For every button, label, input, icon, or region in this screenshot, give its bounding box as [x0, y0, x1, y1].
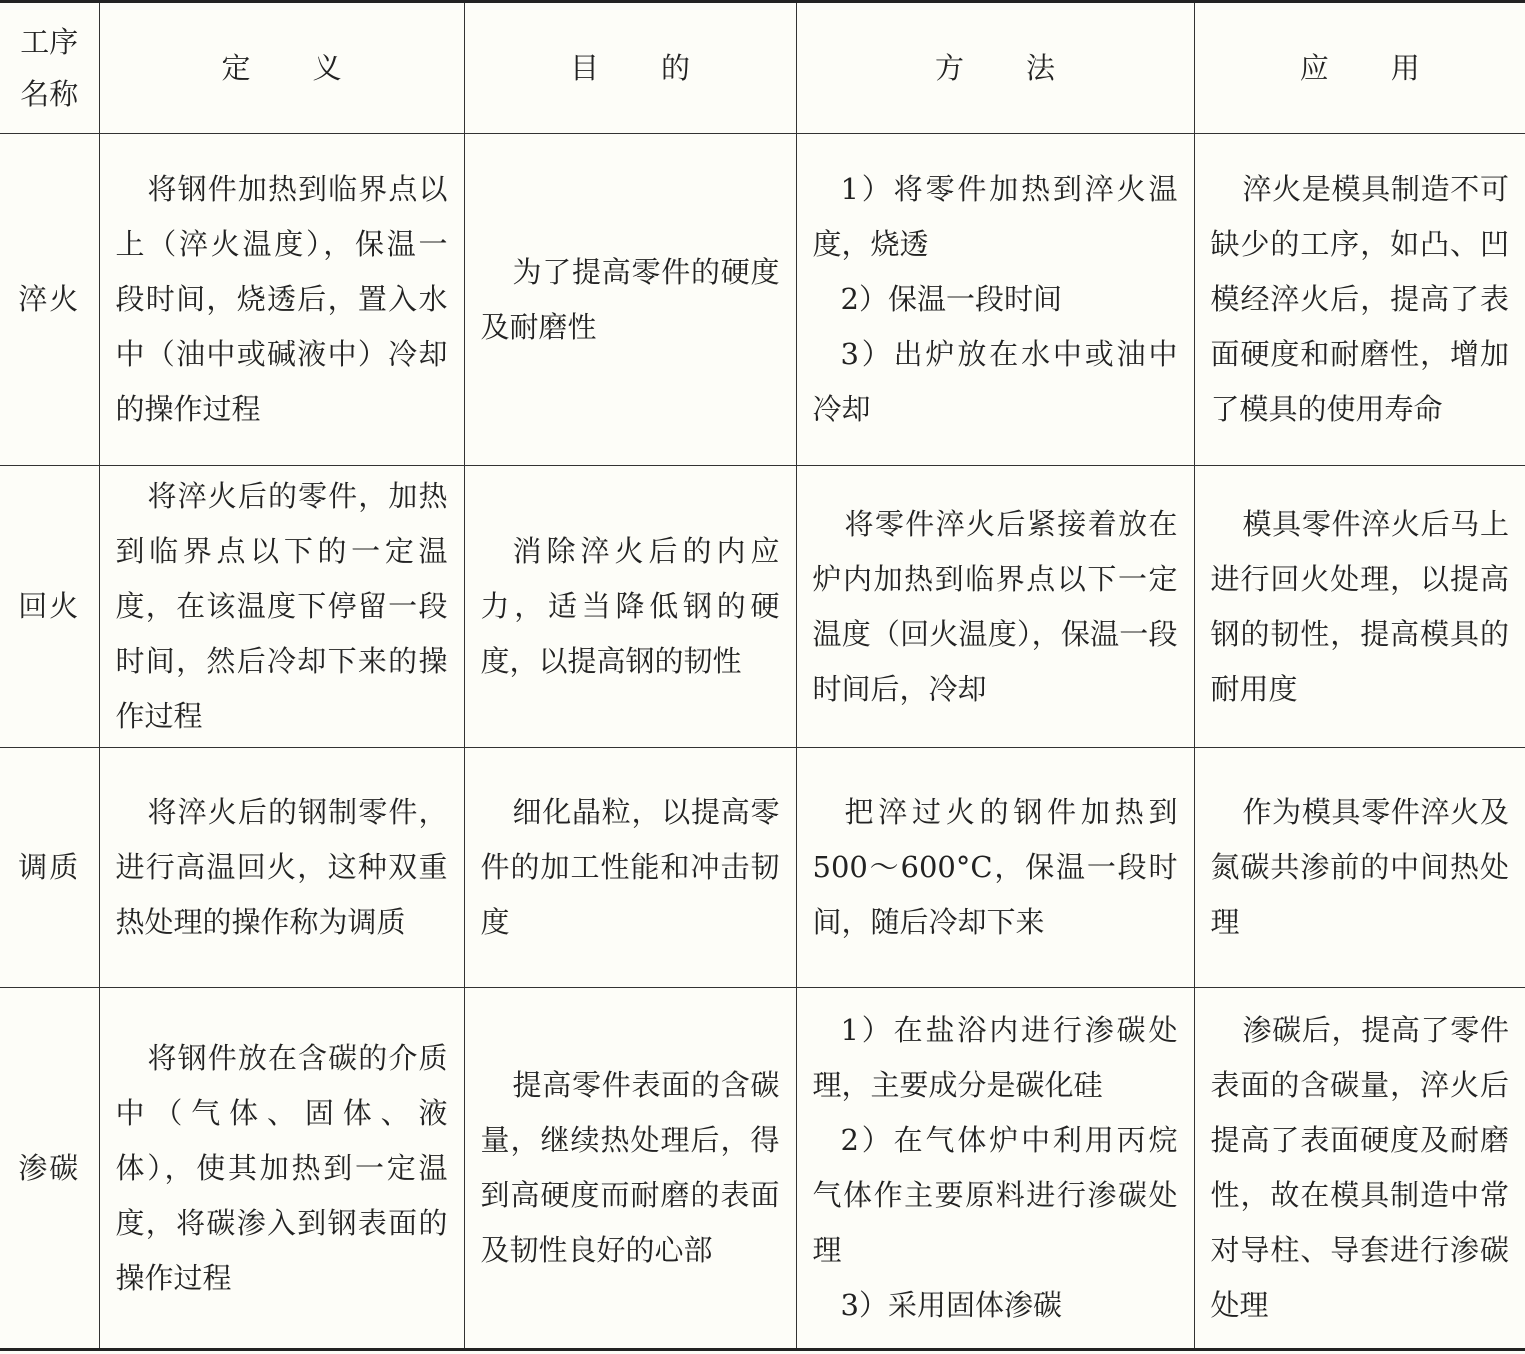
method-step: 3）采用固体渗碳 — [840, 1288, 1062, 1322]
definition-cell: 将钢件放在含碳的介质中（气体、固体、液体），使其加热到一定温度，将碳渗入到钢表面的操作过程 — [99, 988, 464, 1350]
purpose-cell: 消除淬火后的内应力，适当降低钢的硬度，以提高钢的韧性 — [464, 466, 796, 748]
method-step: 1）在盐浴内进行渗碳处理，主要成分是碳化硅 — [812, 1013, 1178, 1102]
table-row — [0, 988, 1525, 1350]
method-cell: 将零件淬火后紧接着放在炉内加热到临界点以下一定温度（回火温度），保温一段时间后，冷却 — [796, 466, 1194, 748]
method-step: 3）出炉放在水中或油中冷却 — [812, 337, 1178, 426]
purpose-cell: 提高零件表面的含碳量，继续热处理后，得到高硬度而耐磨的表面及韧性良好的心部 — [464, 988, 796, 1350]
application-cell: 模具零件淬火后马上进行回火处理，以提高钢的韧性，提高模具的耐用度 — [1194, 466, 1525, 748]
header-definition: 定义 — [99, 2, 464, 134]
process-name: 回火 — [0, 466, 99, 748]
header-row — [0, 2, 1525, 134]
process-name: 渗碳 — [0, 988, 99, 1350]
application-cell: 作为模具零件淬火及氮碳共渗前的中间热处理 — [1194, 748, 1525, 988]
purpose-cell: 细化晶粒，以提高零件的加工性能和冲击韧度 — [464, 748, 796, 988]
definition-cell: 将淬火后的零件，加热到临界点以下的一定温度，在该温度下停留一段时间，然后冷却下来的操作过程 — [99, 466, 464, 748]
header-name-line2: 名称 — [20, 77, 79, 111]
method-cell: 把淬过火的钢件加热到500～600°C，保温一段时间，随后冷却下来 — [796, 748, 1194, 988]
method-step: 1）将零件加热到淬火温度，烧透 — [812, 172, 1178, 261]
application-cell: 淬火是模具制造不可缺少的工序，如凸、凹模经淬火后，提高了表面硬度和耐磨性，增加了模具的使用寿命 — [1194, 134, 1525, 466]
header-application: 应用 — [1194, 2, 1525, 134]
method-cell — [796, 134, 1194, 466]
header-method: 方法 — [796, 2, 1194, 134]
method-step: 2）保温一段时间 — [840, 282, 1062, 316]
table-row — [0, 748, 1525, 988]
process-name: 淬火 — [0, 134, 99, 466]
definition-cell: 将淬火后的钢制零件，进行高温回火，这种双重热处理的操作称为调质 — [99, 748, 464, 988]
header-purpose: 目的 — [464, 2, 796, 134]
table-row — [0, 134, 1525, 466]
definition-cell: 将钢件加热到临界点以上（淬火温度），保温一段时间，烧透后，置入水中（油中或碱液中）冷却的操作过程 — [99, 134, 464, 466]
method-step: 2）在气体炉中利用丙烷气体作主要原料进行渗碳处理 — [812, 1123, 1178, 1267]
header-name-line1: 工序 — [20, 25, 79, 59]
table-row — [0, 466, 1525, 748]
method-cell — [796, 988, 1194, 1350]
application-cell: 渗碳后，提高了零件表面的含碳量，淬火后提高了表面硬度及耐磨性，故在模具制造中常对导柱、导套进行渗碳处理 — [1210, 1013, 1509, 1322]
process-name: 调质 — [0, 748, 99, 988]
purpose-cell: 为了提高零件的硬度及耐磨性 — [464, 134, 796, 466]
header-process-name — [0, 2, 99, 134]
